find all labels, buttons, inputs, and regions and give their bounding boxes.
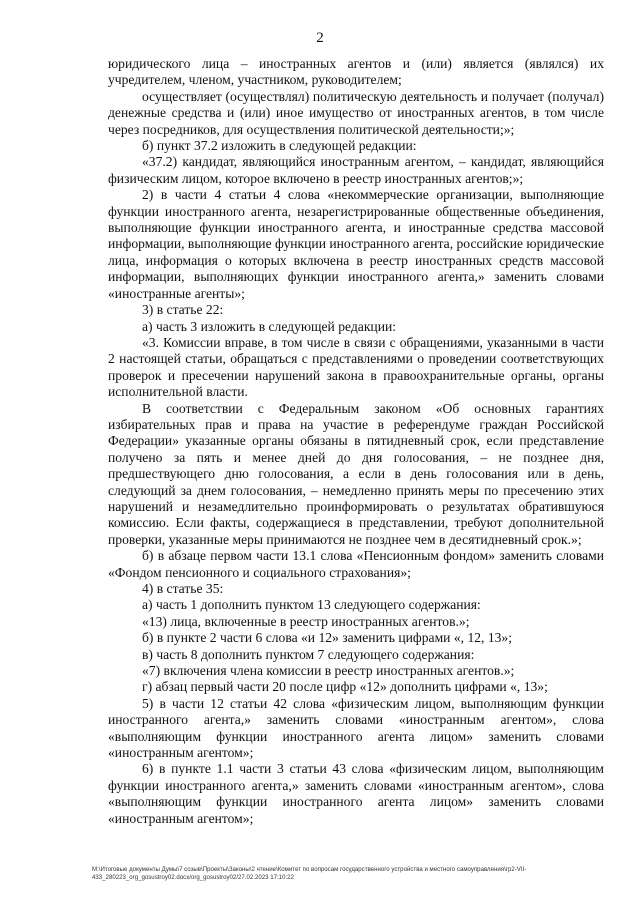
paragraph: б) в абзаце первом части 13.1 слова «Пенсионным фондом» заменить словами «Фондом пенсионного и социального страхования»; <box>108 548 604 580</box>
paragraph: б) в пункте 2 части 6 слова «и 12» заменить цифрами «, 12, 13»; <box>142 630 512 646</box>
document-body <box>108 56 604 827</box>
paragraph: а) часть 1 дополнить пунктом 13 следующего содержания: <box>142 597 481 613</box>
page-number: 2 <box>316 30 324 46</box>
paragraph: 2) в части 4 статьи 4 слова «некоммерческие организации, выполняющие функции иностранного агента, незарегистрированные общественные объединения, выполняющие функции иностранного агента, и иностранные средства массовой информации, выполняющие функции иностранного агента, российские юридические лица, информация о которых включена в реестр иностранных средств массовой информации, выполняющих функции иностранного агента,» заменить словами «иностранные агенты»; <box>108 187 604 301</box>
paragraph: в) часть 8 дополнить пунктом 7 следующего содержания: <box>142 646 475 662</box>
paragraph: 4) в статье 35: <box>142 581 224 596</box>
paragraph: г) абзац первый части 20 после цифр «12» дополнить цифрами «, 13»; <box>142 679 548 695</box>
paragraph: 6) в пункте 1.1 части 3 статьи 43 слова «физическим лицом, выполняющим функции иностранного агента,» заменить словами «иностранным агентом», слова «выполняющим функции иностранного агента лицом» заменить словами «иностранным агентом»; <box>108 761 604 826</box>
paragraph: осуществляет (осуществлял) политическую деятельность и получает (получал) денежные средства и (или) иное имущество от иностранных агентов, в том числе через посредников, для осуществления политической деятельности;»; <box>108 88 604 137</box>
paragraph: а) часть 3 изложить в следующей редакции: <box>142 318 397 334</box>
paragraph: «7) включения члена комиссии в реестр иностранных агентов.»; <box>142 663 515 679</box>
paragraph: 5) в части 12 статьи 42 слова «физическим лицом, выполняющим функции иностранного агента,» заменить словами «иностранным агентом», слова «выполняющим функции иностранного агента лицом» заменить словами «иностранным агентом»; <box>108 695 604 761</box>
paragraph: «3. Комиссии вправе, в том числе в связи с обращениями, указанными в части 2 настоящей статьи, обращаться с представлениями о проведении соответствующих проверок и пресечении нарушений закона в правоохранительные органы, органы исполнительной власти. <box>108 334 604 400</box>
paragraph: «13) лица, включенные в реестр иностранных агентов.»; <box>142 613 470 629</box>
footer-path-line: 433_280223_org_gosustroy02.docx/org_gosustroy02/27.02.2023 17:10:22 <box>92 874 294 881</box>
paragraph: В соответствии с Федеральным законом «Об основных гарантиях избирательных прав и права на участие в референдуме граждан Российской Федерации» указанные органы обязаны в пятидневный срок, если представление получено за пять и менее дней до дня голосования, – не позднее дня, предшествующего дню голосования, а если в день голосования или в день, следующий за днем голосования, – немедленно принять меры по пресечению этих нарушений и незамедлительно проинформировать о результатах обратившуюся комиссию. Если факты, содержащиеся в представлении, требуют дополнительной проверки, указанные меры принимаются не позднее чем в десятидневный срок.»; <box>108 400 604 547</box>
paragraph: 3) в статье 22: <box>142 302 224 318</box>
paragraph: юридического лица – иностранных агентов и (или) является (являлся) их учредителем, членом, участником, руководителем; <box>108 56 604 88</box>
paragraph: б) пункт 37.2 изложить в следующей редакции: <box>142 138 417 154</box>
paragraph: «37.2) кандидат, являющийся иностранным агентом, – кандидат, являющийся физическим лицом, которое включено в реестр иностранных агентов;»; <box>108 154 604 186</box>
footer-path-line: М:\Итоговые документы Думы\7 созыв\Проекты\Законы\2 чтение\Комитет по вопросам государственного устройства и местного самоуправления\гр2-VII- <box>92 866 527 873</box>
file-path-footer <box>92 866 602 882</box>
